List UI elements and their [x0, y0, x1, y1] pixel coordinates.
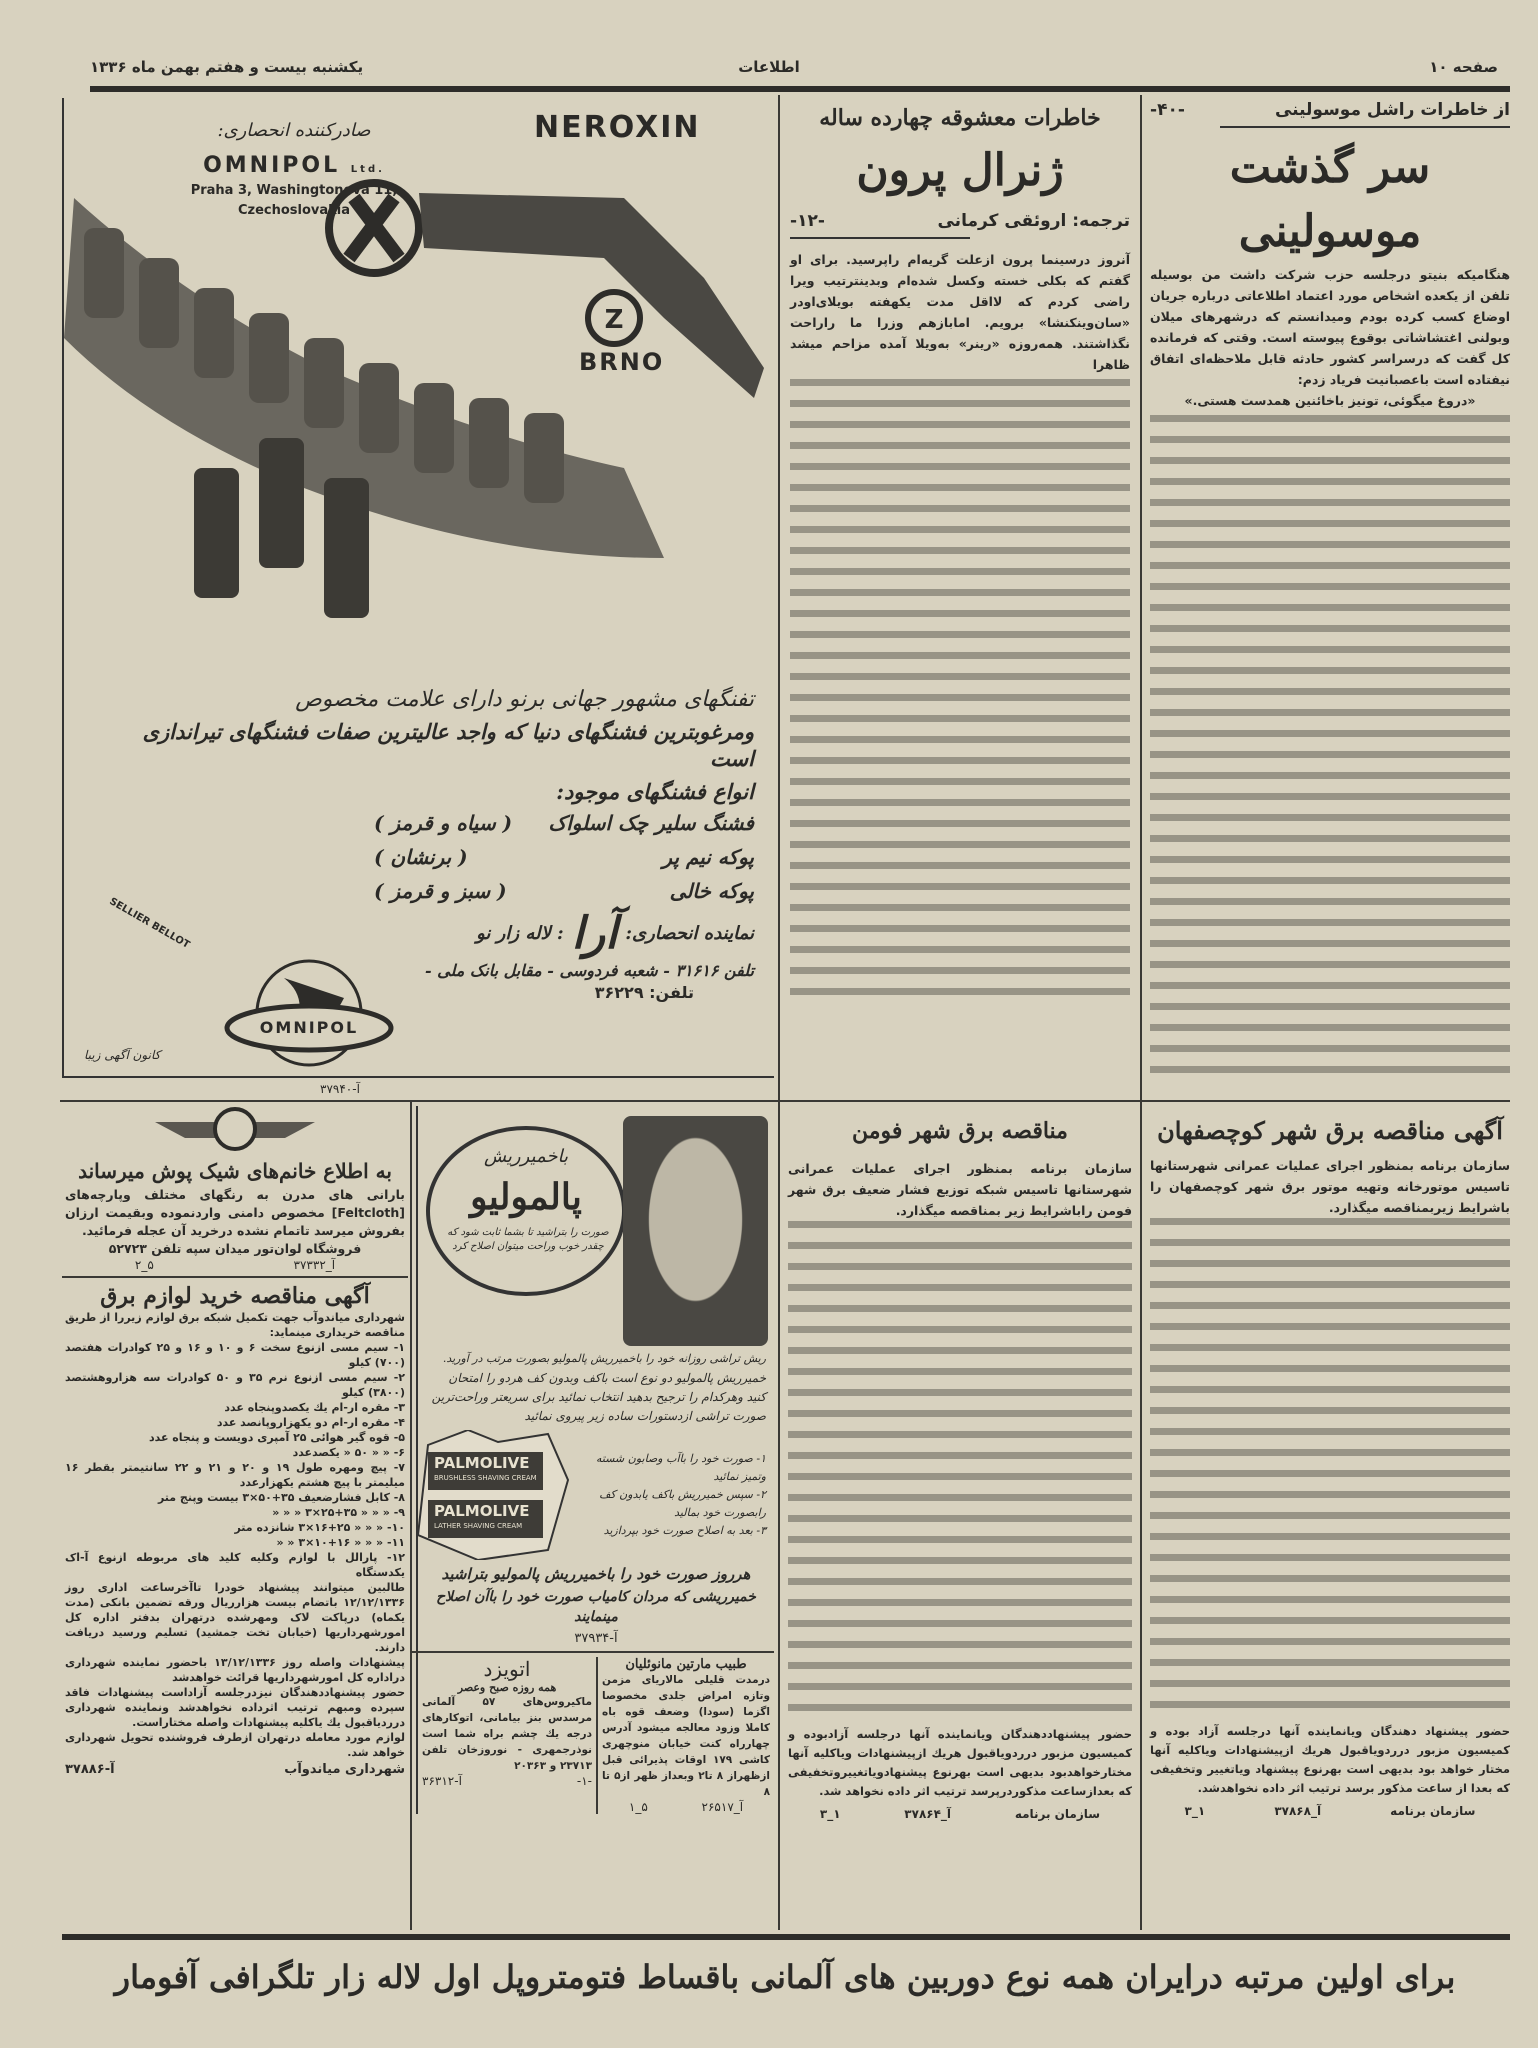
ad-code: آ-۳۷۹۳۴ [574, 1631, 618, 1646]
exclusive-agent: نماینده انحصاری: آرا : لاله زار نو [476, 908, 754, 959]
item: ۲- سیم مسی ازنوع نرم ۳۵ و ۵۰ کوادرات سه هزاروهشتصد (۳۸۰۰) کیلو [65, 1371, 405, 1399]
run-code: ۳_۱ [819, 1807, 841, 1821]
ad-title: اتویزد [483, 1657, 531, 1681]
ad-code: آ-۳۷۹۴۰ [320, 1082, 360, 1096]
lavantour-wing-logo [65, 1106, 405, 1152]
issue-date: یکشنبه بیست و هفتم بهمن ماه ۱۳۳۶ [90, 58, 364, 76]
series-title: از خاطرات راشل موسولینی [1274, 100, 1510, 120]
ad-code: آ_۳۷۳۳۲ [293, 1258, 336, 1272]
pack-brand: PALMOLIVE [434, 1502, 530, 1520]
bubble-brand: پالمولیو [470, 1176, 582, 1218]
company-address: Praha 3, Washingtonova 11, [190, 183, 398, 198]
svg-text:Z: Z [604, 305, 624, 335]
tender-title: آگهی مناقصه برق شهر کوچصفهان [1157, 1116, 1503, 1145]
item: ۵- قوه گیر هوائی ۲۵ آمپری دویست و پنجاه عدد [148, 1431, 405, 1444]
item: ۱۲- پارالل با لوازم وکلیه کلید های مربوطه ازنوع آ-اک یکدستگاه [65, 1551, 405, 1579]
item: ۱۰- « « « ۱۶+۲۵×۳ شانزده متر [234, 1521, 405, 1534]
exporter-label: صادرکننده انحصاری: [217, 120, 371, 141]
mussolini-article [1150, 100, 1510, 1087]
paragraph: سازمان برنامه بمنظور اجرای عملیات عمرانی شهرستانها تاسیس موتورخانه وتهیه موتور برق شهر کوچصفهان را باشرایط زیربمناقصه میگذارد. [1150, 1158, 1510, 1215]
signer: سازمان برنامه [1390, 1804, 1476, 1818]
tender-title: مناقصه برق شهر فومن [852, 1118, 1068, 1144]
bubble-text: صورت را بتراشید تا بشما ثابت شود که چقدر خوب وراحت میتوان اصلاح کرد [447, 1227, 609, 1252]
electric-supplies-tender [65, 1282, 405, 1777]
run-code: ۱_۵ [628, 1800, 648, 1814]
tender-intro: شهرداری میاندوآب جهت تکمیل شبکه برق لوازم زیررا از طریق مناقصه خریداری مینماید: [65, 1311, 405, 1339]
column-divider [1140, 95, 1142, 1930]
shell-label: SELLIER BELLOT [107, 896, 192, 951]
column-divider [410, 1100, 412, 1930]
steps [578, 1450, 774, 1540]
slogan: هرروز صورت خود را باخمیرریش پالمولیو بتراشید [441, 1565, 751, 1583]
item: ۹- « « « ۲۵+۳۵×۳ « « « [272, 1506, 405, 1519]
ad-line: خمیرریش پالمولیو دو نوع است باکف وبدون کف هردو را امتحان کنید وهرکدام را ترجیح بدهید انتخاب نمائید برای سریعتر وراحت‌ترین صورت تراشی ازدستورات ساده زیر پیروی نمائید [431, 1371, 766, 1423]
tender-title: آگهی مناقصه خرید لوازم برق [100, 1283, 370, 1309]
kuchesfahan-electricity-tender [1150, 1110, 1510, 1818]
ad-line: ریش تراشی روزانه خود را باخمیرریش پالمولیو بصورت مرتب در آورید. [442, 1352, 766, 1365]
run-code: ۲_۵ [134, 1258, 154, 1272]
ad-line-cartridges: ومرغوبترین فشنگهای دنیا که واجد عالیترین صفات فشنگهای تیراندازی است [142, 719, 754, 771]
omnipol-globe-logo [224, 958, 394, 1068]
middle-bottom-column [416, 1106, 774, 1814]
byline: ترجمه: اروئقی کرمانی [937, 211, 1130, 231]
fuman-electricity-tender [788, 1110, 1132, 1821]
tender-body-text [788, 1221, 1132, 1725]
cartridge-type: پوکه نیم پر ( برنشان ) [374, 845, 754, 869]
small-ads-row [418, 1657, 774, 1814]
ad-code: آ-۳۶۳۱۲ [422, 1774, 462, 1788]
signer: شهرداری میاندوآب [284, 1762, 405, 1777]
bubble-top: باخمیرریش [483, 1146, 569, 1167]
paragraph: آنروز درسینما پرون ازعلت گریه‌ام راپرسید. برای او گفتم که بکلی خسته وکسل شده‌ام وبدینترتیب ویرا راضی کردم که لااقل مدت یکهفته بویلای‌اودر «سان‌وینکنشا» برویم. امابازهم وزرا ما راراحت نگذاشتند. همه‌روزه «رینر» به‌ویلا آمده مزاحم میشد ظاهرا [790, 252, 1130, 372]
cartridge-type: فشنگ سلیر چک اسلواک ( سیاه و قرمز ) [374, 811, 754, 835]
run-code: ۳_۱ [1184, 1804, 1206, 1818]
omnipol-globe-text: OMNIPOL [259, 1018, 359, 1037]
column-divider [778, 95, 780, 1930]
pack-sub: LATHER SHAVING CREAM [434, 1522, 523, 1530]
palmolive-tubes [418, 1430, 578, 1560]
brno-logo-text: BRNO [579, 348, 665, 376]
ad-title: طبیب مارتین مانوئلیان [625, 1657, 747, 1672]
ad-text-block [94, 686, 754, 1004]
part-number: -۱۲- [790, 211, 825, 231]
item: ۱۱- « « « ۱۰+۱۶×۳ « « [276, 1536, 405, 1549]
cartridge-types-list [374, 806, 754, 908]
paragraph: «دروغ میگوئی، تونیز باخائنین همدست هستی.» [1184, 393, 1476, 408]
ad-code: آ_۳۷۸۶۸ [1274, 1804, 1322, 1818]
doctor-ad [598, 1657, 774, 1814]
ad-body: درمدت قلیلی مالاریای مزمن وتازه امراض جلدی مخصوصا اگزما (سودا) وضعف قوه باه کاملا وزود معالجه میشود آدرس چهارراه کنت خیابان منوچهری کاشی ۱۷۹ اوقات پذیرائی قبل ازظهراز ۸ تا۲ وبعداز ظهر از۵ تا ۸ [602, 1674, 770, 1798]
smiling-man-photo [623, 1116, 768, 1346]
agent-phone: تلفن ۳۱۶۱۶ - شعبه فردوسی - مقابل بانک ملی - [424, 961, 754, 980]
paragraph: طالبین میتوانند پیشنهاد خودرا تاآخرساعت اداری روز ۱۲/۱۲/۱۳۳۶ باتضام بیست هزارریال ورقه تضمین بانکی (مدت یکماه) درپاکت لاک ومهرشده درتهران بدفتر اداره کل امورشهرداریها (خیابان تخت جمشید) تسلیم ورسید دریافت دارند. [65, 1581, 405, 1654]
slogan: خمیرریشی که مردان کامیاب صورت خود را باآن اصلاح مینمایند [436, 1589, 756, 1625]
cartridge-type: پوکه خالی ( سبز و قرمز ) [374, 879, 754, 903]
section-divider [412, 1651, 774, 1653]
headline: سر گذشت موسولینی [1229, 142, 1431, 257]
masthead-rule [90, 86, 1510, 92]
peron-article [790, 105, 1130, 1009]
article-body-text [1150, 415, 1510, 1087]
pack-sub: BRUSHLESS SHAVING CREAM [434, 1474, 537, 1482]
newspaper-name: اطلاعات [738, 58, 800, 76]
series-title: خاطرات معشوقه چهارده ساله [819, 105, 1101, 131]
part-number: -۴۰- [1150, 100, 1185, 120]
company-country: Czechoslovakia [237, 203, 351, 218]
neroxin-brand: NEROXIN [534, 110, 701, 145]
palmolive-tubes-illustration [418, 1430, 578, 1560]
ad-code: آ_۳۷۸۶۴ [904, 1807, 952, 1821]
paragraph: حضور پیشنهاددهندگان نیزدرجلسه آزاداست پیشنهادات فاقد سپرده ومبهم ترتیب اثرداده نخواهدشد ونماینده شهرداری درردیاقبول یك یاکلیه پیشنهادات واصله مختاراست. [65, 1686, 405, 1729]
step: ۱- صورت خود را باآب وصابون شسته وتمیز نمائید [596, 1452, 766, 1483]
page-number: صفحه ۱۰ [1429, 58, 1498, 76]
company-name: OMNIPOL [203, 153, 341, 178]
ad-headline: به اطلاع خانم‌های شیک پوش میرساند [78, 1159, 392, 1183]
camera-ad-banner: برای اولین مرتبه درایران همه نوع دوربین های آلمانی باقساط فتومتروپل اول لاله زار تلگرافی آفومار [114, 1958, 1456, 1996]
paragraph: سازمان برنامه بمنظور اجرای عملیات عمرانی شهرستانها تاسیس شبکه توزیع فشار ضعیف برق شهر فومن راباشرایط زیر بمناقصه میگذارد. [788, 1161, 1132, 1218]
article-body-text [790, 379, 1130, 1009]
ad-line-rifles: تفنگهای مشهور جهانی برنو دارای علامت مخصوص [295, 687, 754, 712]
agent-phone-2: تلفن: ۳۶۲۲۹ [594, 983, 694, 1002]
ad-body: بارانی های مدرن به رنگهای مختلف وپارچه‌های [Feltcloth] مخصوص دامنی واردنموده وبقیمت ارزان بفروش میرسد تاتمام نشده درخرید آن عجله فرمائید. [65, 1187, 405, 1238]
paragraph: حضور پیشنهاددهندگان ویانماینده آنها درجلسه آزادبوده و کمیسیون مزبور درردویاقبول هریك ازپیشنهادات ویاکلیه آنها مختارخواهدبود بدیهی است بهرنوع پیشنهادویاتغییروتخفیفی که بعدازساعت مذکوردرپرسد ترتیب اثر داده نخواهد شد. [788, 1727, 1132, 1798]
item: ۶- « « ۵۰ « یکصدعدد [292, 1446, 405, 1459]
headline: ژنرال پرون [856, 145, 1064, 196]
otoyazd-bus-ad [418, 1657, 596, 1814]
sb-logo-mark [349, 198, 399, 258]
ad-subtitle: همه روزه صبح وعصر [457, 1681, 557, 1694]
agency-credit: کانون آگهی زیبا [84, 1048, 161, 1062]
tender-body-text [1150, 1218, 1510, 1722]
company-suffix: Ltd. [350, 164, 385, 175]
section-divider [62, 1276, 408, 1278]
store-address: فروشگاه لوان‌تور میدان سپه تلفن ۵۲۷۲۳ [108, 1241, 362, 1256]
run-code: -۱- [576, 1774, 592, 1788]
item: ۴- مقره ار-ام دو یکهزاروپانصد عدد [216, 1416, 405, 1429]
shotgun-and-cartridge-belt-illustration [64, 138, 776, 678]
palmolive-products-row [418, 1430, 774, 1560]
section-divider [60, 1100, 1510, 1102]
ad-code: آ-۳۷۸۸۶ [65, 1762, 115, 1777]
paragraph: هنگامیکه بنیتو درجلسه حزب شرکت داشت من بوسیله تلفن از یکعده اشخاص مورد اعتماد اطلاعاتی درباره جریان اوضاع کسب کرده بودم ومیدانستم که درشهرهای میلان وبولنی اغتشاشاتی بوقوع پیوسته است. وقتی که فرمانده کل گفت که درسراسر کشور حادثه قابل ملاحظه‌ای اتفاق نیفتاده است باعصبانیت فریاد زدم: [1150, 267, 1510, 387]
palmolive-shaving-cream-ad [418, 1106, 774, 1627]
step: ۳- بعد به اصلاح صورت خود بپردازید [603, 1524, 766, 1537]
item: ۸- کابل فشارضعیف ۳۵+۵۰×۳ بیست وپنج متر [157, 1491, 405, 1504]
ad-code: آ_۲۶۵۱۷ [701, 1800, 744, 1814]
item: ۷- پیچ ومهره طول ۱۹ و ۲۰ و ۲۱ و ۲۲ سانتیمتر بقطر ۱۶ میلیمتر با پیچ هشتم یکهزارعدد [65, 1461, 405, 1489]
paragraph: پیشنهادات واصله روز ۱۳/۱۲/۱۳۳۶ باحضور نماینده شهرداری دراداره کل امورشهرداریها قرائت خواهدشد [65, 1656, 405, 1684]
agent-name: آرا [571, 908, 618, 959]
ad-body: ماکیروس‌های ۵۷ آلمانی مرسدس بنز بیامانی، اتوکارهای درجه یك چشم براه شما است نوذرجمهری - نوروزخان تلفن ۲۳۷۱۳ و ۲۰۳۶۳ [422, 1696, 592, 1772]
feltcloth-raincoat-ad [65, 1106, 405, 1272]
footer-rule [62, 1934, 1510, 1940]
left-bottom-column [65, 1106, 405, 1777]
paragraph: حضور پیشنهاد دهندگان ویانماینده آنها درجلسه آزاد بوده و کمیسیون مزبور درردویاقبول هریك ازپیشنهادات ویاکلیه آنها مختار خواهد بود بدیهی است بهرنوع پیشنهاد ویاتغییر وتخفیفی که بعدا از ساعت مذکور برسد ترتیب اثر داده نخواهدشد. [1150, 1724, 1510, 1795]
item: ۱- سیم مسی ازنوع سخت ۶ و ۱۰ و ۱۶ و ۲۵ کوادرات هفتصد (۷۰۰) کیلو [65, 1341, 405, 1369]
item: ۳- مقره ار-ام یك یکصدوپنجاه عدد [224, 1401, 405, 1414]
palmolive-top [418, 1106, 774, 1351]
signer: سازمان برنامه [1014, 1807, 1101, 1821]
step: ۲- سپس خمیرریش باکف یابدون کف رابصورت خود بمالید [599, 1488, 766, 1519]
types-title: انواع فشنگهای موجود: [556, 779, 754, 804]
brno-shotgun-ad [62, 98, 774, 1078]
pack-brand: PALMOLIVE [434, 1454, 530, 1472]
paragraph: لوازم مورد معامله درتهران ازطرف فروشنده تحویل شهرداری خواهد شد. [65, 1731, 405, 1759]
